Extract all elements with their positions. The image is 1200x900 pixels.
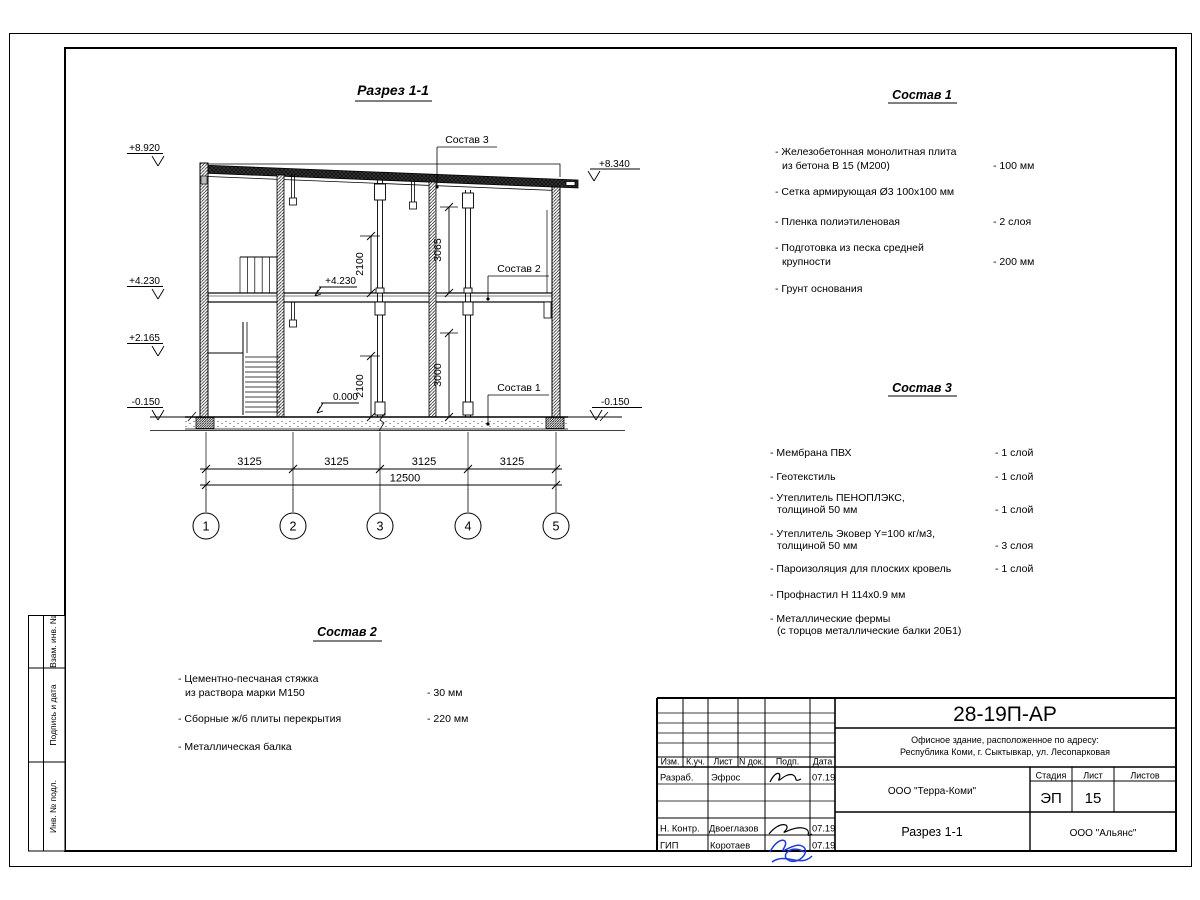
list-line: из раствора марки М150 (185, 687, 305, 699)
steel-post-axis4 (463, 190, 474, 417)
list-value: - 1 слой (995, 504, 1034, 516)
level-4230: +4.230 (129, 276, 160, 287)
section-view-title (355, 82, 432, 101)
tb-org: ООО "Терра-Коми" (887, 786, 977, 797)
list-value: - 200 мм (993, 256, 1035, 268)
list-value: - 2 слоя (993, 216, 1032, 228)
list-line: - Подготовка из песка средней (775, 242, 924, 254)
left-wall (200, 163, 208, 417)
list-value: - 100 мм (993, 160, 1035, 172)
dim-total: 12500 (389, 472, 421, 485)
dim-bay-2: 3125 (324, 456, 349, 468)
level-8920: +8.920 (129, 143, 160, 154)
list-line: - Железобетонная монолитная плита (775, 146, 957, 158)
dim-bay-4: 3125 (499, 456, 525, 468)
tb-name-1: Эфрос (711, 772, 741, 783)
tb-contractor: ООО "Альянс" (1069, 828, 1137, 839)
tb-col-list: Лист (713, 756, 733, 767)
axis-bubbles (193, 489, 569, 539)
list-line: (с торцов металлические балки 20Б1) (777, 625, 962, 637)
list-line: - Пароизоляция для плоских кровель (770, 563, 952, 575)
roof-slab (200, 165, 578, 188)
sostav3-list (770, 381, 1034, 637)
axis-2: 2 (289, 519, 297, 534)
sostav2-list (178, 625, 468, 753)
margin-stamp-boxes (29, 615, 66, 851)
list-line: из бетона В 15 (М200) (782, 160, 890, 172)
level-m0150-right: -0.150 (601, 397, 630, 408)
list-line: - Пленка полиэтиленовая (775, 216, 900, 228)
list-line: - Утеплитель ПЕНОПЛЭКС, (770, 492, 905, 504)
dim-bay-3: 3125 (411, 456, 437, 468)
list-value: - 3 слоя (995, 540, 1034, 552)
tb-col-kuch: К.уч. (686, 756, 705, 767)
sostav3-title: Состав 3 (892, 381, 952, 395)
dim-3065: 3065 (432, 238, 444, 262)
tb-sheet-name: Разрез 1-1 (901, 825, 963, 839)
callout-sostav3: Состав 3 (445, 134, 489, 146)
list-line: - Грунт основания (775, 283, 863, 295)
list-line: толщиной 50 мм (777, 504, 858, 516)
axis-5: 5 (552, 519, 560, 534)
building-section (150, 163, 625, 431)
list-line: - Металлические фермы (770, 613, 891, 625)
list-value: - 1 слой (995, 447, 1034, 459)
tb-name-2: Двоеглазов (709, 823, 759, 834)
tb-role-3: ГИП (660, 840, 679, 851)
list-line: - Геотекстиль (770, 471, 836, 483)
axis-3: 3 (376, 519, 384, 534)
intermediate-floor (208, 293, 552, 302)
list-value: - 1 слой (995, 563, 1034, 575)
tb-name-3: Коротаев (710, 840, 751, 851)
list-value: - 220 мм (427, 713, 469, 725)
tb-date-1: 07.19 (812, 772, 836, 783)
signature-razrab (770, 773, 801, 782)
stair-railing (240, 257, 277, 293)
level-8340: +8.340 (599, 159, 630, 170)
level-int-0000: 0.000 (332, 392, 358, 403)
list-line: крупности (782, 256, 831, 268)
tb-stage-value: ЭП (1040, 790, 1062, 807)
list-line: - Металлическая балка (178, 741, 292, 753)
tb-col-podp: Подп. (775, 756, 800, 767)
sostav1-title: Состав 1 (892, 88, 952, 102)
staircase (208, 322, 280, 415)
dim-2100-upper: 2100 (354, 252, 366, 276)
axis-4: 4 (464, 519, 472, 534)
roof-hangers (290, 174, 417, 327)
list-line: - Сборные ж/б плиты перекрытия (178, 713, 342, 725)
list-line: - Цементно-песчаная стяжка (178, 673, 319, 685)
sostav1-list (775, 88, 1034, 295)
tb-object-line1: Офисное здание, расположенное по адресу: (911, 735, 1099, 745)
dim-bay-1: 3125 (237, 456, 262, 468)
callout-sostav2: Состав 2 (497, 263, 541, 275)
tb-object-line2: Республика Коми, г. Сыктывкар, ул. Лесопарковая (900, 747, 1110, 757)
dim-3000: 3000 (432, 363, 444, 387)
callout-sostav1: Состав 1 (497, 382, 541, 394)
list-line: - Сетка армирующая Ø3 100х100 мм (775, 186, 955, 198)
tb-col-izm: Изм. (660, 756, 680, 767)
list-value: - 30 мм (427, 687, 463, 699)
tb-role-2: Н. Контр. (660, 823, 700, 834)
dim-2100-lower: 2100 (354, 374, 366, 398)
right-wall (552, 187, 560, 417)
list-line: - Профнастил Н 114х0.9 мм (770, 589, 906, 601)
level-m0150-left: -0.150 (131, 397, 160, 408)
tb-col-ndok: N док. (738, 756, 765, 767)
section-title: Разрез 1-1 (357, 82, 429, 98)
level-2165: +2.165 (129, 333, 160, 344)
tb-stage-label: Стадия (1035, 770, 1067, 781)
sostav2-title: Состав 2 (317, 625, 377, 639)
list-line: - Мембрана ПВХ (770, 447, 852, 459)
signature-nkontr (769, 825, 812, 836)
partition-wall-1 (277, 175, 284, 417)
tb-col-data: Дата (812, 756, 833, 767)
stamp-label-podpis: Подпись и дата (48, 684, 58, 746)
tb-sheet-label: Лист (1083, 770, 1103, 781)
title-block (657, 698, 1176, 862)
bottom-dimensions (200, 432, 562, 490)
tb-sheets-label: Листов (1130, 770, 1160, 781)
list-line: - Утеплитель Эковер Y=100 кг/м3, (770, 528, 936, 540)
stamp-label-vzam: Взам. инв. № (48, 615, 58, 668)
stamp-label-inv: Инв. № подл. (48, 780, 58, 833)
tb-date-3: 07.19 (812, 840, 836, 851)
vertical-dimensions (354, 203, 458, 421)
axis-1: 1 (202, 519, 210, 534)
level-int-4230: +4.230 (325, 276, 356, 287)
list-line: толщиной 50 мм (777, 540, 858, 552)
tb-date-2: 07.19 (812, 823, 836, 834)
wall-connector (201, 176, 207, 184)
list-value: - 1 слой (995, 471, 1034, 483)
tb-doc-number: 28-19П-АР (953, 703, 1057, 726)
tb-sheet-value: 15 (1084, 790, 1102, 807)
tb-role-1: Разраб. (660, 772, 694, 783)
